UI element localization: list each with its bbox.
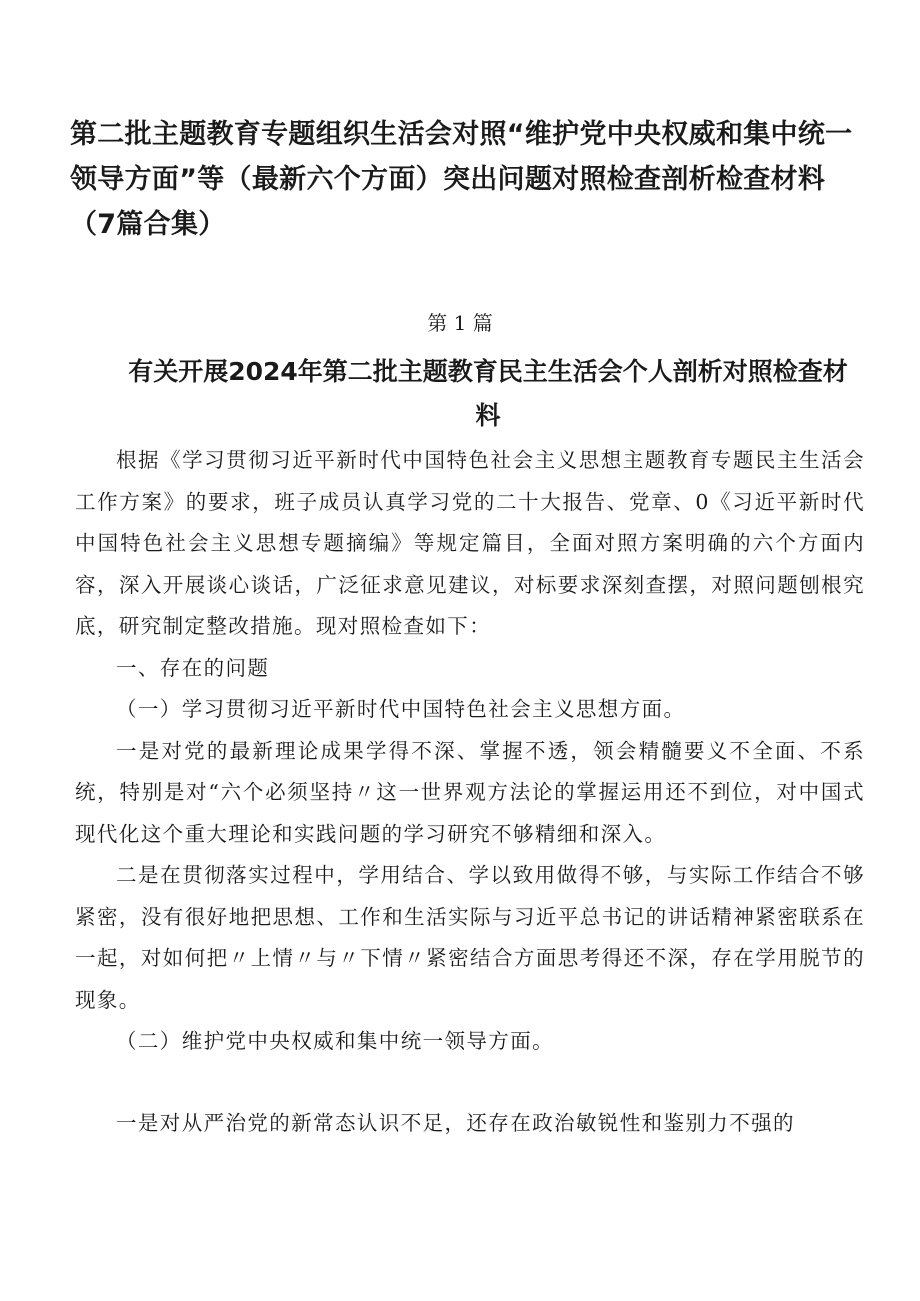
section-heading-problems: 一、存在的问题 <box>116 655 270 680</box>
body-text <box>75 440 865 1144</box>
sub-title: 有关开展2024年第二批主题教育民主生活会个人剖析对照检查材料 <box>128 357 848 430</box>
paragraph-item-1-1: 一是对党的最新理论成果学得不深、掌握不透，领会精髓要义不全面、不系统，特别是对“六个必须坚持〃这一世界观方法论的掌握运用还不到位，对中国式现代化这个重大理论和实践问题的学习研究不够精细和深入。 <box>75 738 865 846</box>
paragraph-intro: 根据《学习贯彻习近平新时代中国特色社会主义思想主题教育专题民主生活会工作方案》的要求，班子成员认真学习党的二十大报告、党章、0《习近平新时代中国特色社会主义思想专题摘编》等规定篇目，全面对照方案明确的六个方面内容，深入开展谈心谈话，广泛征求意见建议，对标要求深刻查摆，对照问题刨根究底，研究制定整改措施。现对照检查如下： <box>75 448 865 638</box>
main-title: 第二批主题教育专题组织生活会对照“维护党中央权威和集中统一领导方面”等（最新六个方面）突出问题对照检查剖析检查材料（7篇合集） <box>70 119 853 240</box>
subsection-heading-1: （一）学习贯彻习近平新时代中国特色社会主义思想方面。 <box>116 697 686 721</box>
paragraph-item-2-1: 一是对从严治党的新常态认识不足，还存在政治敏锐性和鉴别力不强的 <box>116 1110 795 1135</box>
paragraph-item-1-2: 二是在贯彻落实过程中，学用结合、学以致用做得不够，与实际工作结合不够紧密，没有很好地把思想、工作和生活实际与习近平总书记的讲话精神紧密联系在一起，对如何把〃上情〃与〃下情〃紧密结合方面思考得还不深，存在学用脱节的现象。 <box>75 863 865 1012</box>
chapter-label: 第 1 篇 <box>427 311 493 335</box>
subsection-heading-2: （二）维护党中央权威和集中统一领导方面。 <box>116 1029 554 1053</box>
